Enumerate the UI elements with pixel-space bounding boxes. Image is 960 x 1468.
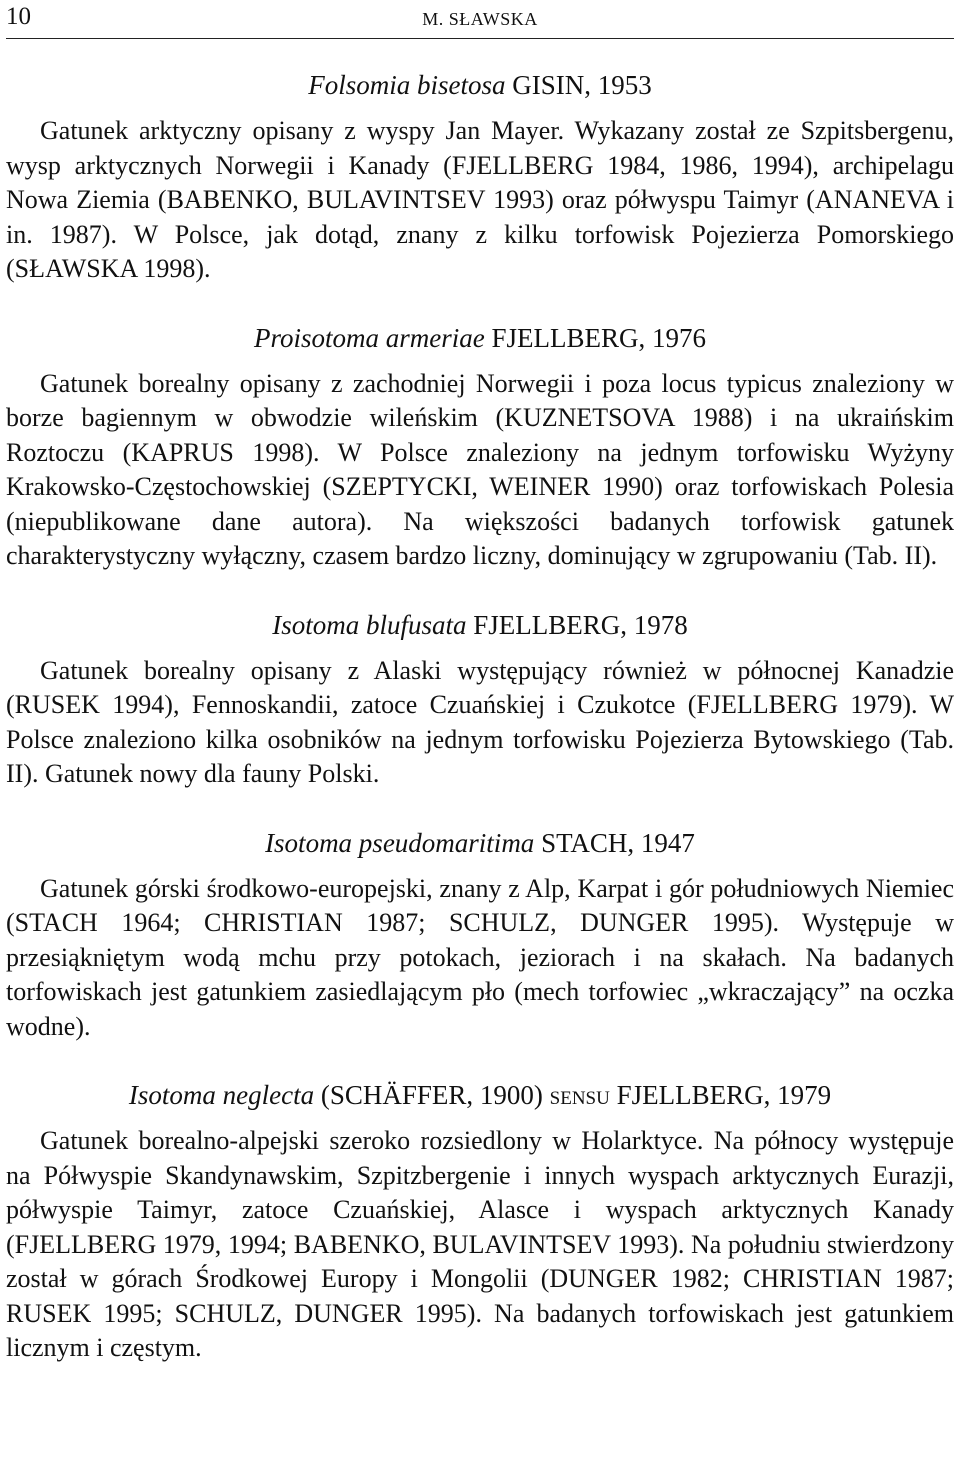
- species-description: Gatunek górski środkowo-europejski, znany z Alp, Karpat i gór południowych Niemiec (STACH 1964; CHRISTIAN 1987; SCHULZ, DUNGER 1995). Występuje w przesiąkniętym wodą mchu przy potokach, jeziorach i na skałach. Na badanych torfowiskach jest gatunkiem zasiedlającym pło (mech torfowiec „wkraczający” na oczka wodne).: [6, 873, 954, 1041]
- species-entry: [6, 826, 954, 1045]
- species-name: Proisotoma armeriae: [253, 322, 485, 353]
- species-authority: FJELLBERG: [473, 609, 621, 640]
- species-authority: GISIN: [512, 70, 585, 100]
- species-year: , 1947: [627, 827, 695, 858]
- running-author: M. SŁAWSKA: [422, 9, 538, 29]
- species-heading: [6, 321, 954, 355]
- species-name: Folsomia bisetosa: [308, 70, 506, 100]
- species-authority: STACH: [541, 827, 628, 858]
- species-heading: [6, 608, 954, 642]
- species-heading: [6, 68, 954, 102]
- species-name: Isotoma neglecta: [128, 1080, 315, 1110]
- species-description: Gatunek arktyczny opisany z wyspy Jan Mayer. Wykazany został ze Szpitsbergenu, wysp arktycznych Norwegii i Kanady (FJELLBERG 1984, 1986, 1994), archipelagu Nowa Ziemia (BABENKO, BULAVINTSEV 1993) oraz półwyspu Taimyr (ANANEVA i in. 1987). W Polsce, jak dotąd, znany z kilku torfowisk Pojezierza Pomorskiego (SŁAWSKA 1998).: [6, 116, 954, 283]
- species-description: Gatunek borealny opisany z Alaski występujący również w północnej Kanadzie (RUSEK 1994), Fennoskandii, zatoce Czuańskiej i Czukotce (FJELLBERG 1979). W Polsce znaleziono kilka osobników na jednym torfowisku Pojezierza Bytowskiego (Tab. II). Gatunek nowy dla fauny Polski.: [6, 655, 954, 788]
- species-authority: FJELLBERG: [491, 322, 639, 353]
- species-name: Isotoma pseudomaritima: [265, 827, 535, 858]
- species-entry: [6, 68, 954, 287]
- species-year: , 1953: [584, 70, 652, 100]
- species-authority: (SCHÄFFER, 1900) sensu FJELLBERG: [320, 1080, 764, 1110]
- species-year: , 1979: [763, 1080, 832, 1110]
- species-entry: [6, 608, 954, 792]
- species-year: , 1976: [638, 322, 706, 353]
- page-number: 10: [6, 3, 31, 30]
- species-heading: [6, 1078, 954, 1112]
- running-header: [6, 2, 954, 39]
- species-entry: [6, 1078, 954, 1366]
- species-description: Gatunek borealno-alpejski szeroko rozsiedlony w Holarktyce. Na północy występuje na Półwyspie Skandynawskim, Szpitzbergenie i innych wyspach arktycznych Eurazji, półwyspie Taimyr, zatoce Czuańskiej, Alasce i wyspach arktycznych Kanady (FJELLBERG 1979, 1994; BABENKO, BULAVINTSEV 1993). Na południu stwierdzony został w górach Środkowej Europy i Mongolii (DUNGER 1982; CHRISTIAN 1987; RUSEK 1995; SCHULZ, DUNGER 1995). Na badanych torfowiskach jest gatunkiem licznym i częstym.: [6, 1126, 954, 1362]
- species-description: Gatunek borealny opisany z zachodniej Norwegii i poza locus typicus znaleziony w borze bagiennym w obwodzie wileńskim (KUZNETSOVA 1988) i na ukraińskim Roztoczu (KAPRUS 1998). W Polsce znaleziony na jednym torfowisku Wyżyny Krakowsko-Częstochowskiej (SZEPTYCKI, WEINER 1990) oraz torfowiskach Polesia (niepublikowane dane autora). Na większości badanych torfowisk gatunek charakterystyczny wyłączny, czasem bardzo liczny, dominujący w zgrupowaniu (Tab. II).: [6, 368, 954, 570]
- species-year: , 1978: [620, 609, 688, 640]
- species-name: Isotoma blufusata: [272, 609, 467, 640]
- species-entry: [6, 321, 954, 574]
- species-heading: [6, 826, 954, 860]
- document-body: [6, 60, 954, 1400]
